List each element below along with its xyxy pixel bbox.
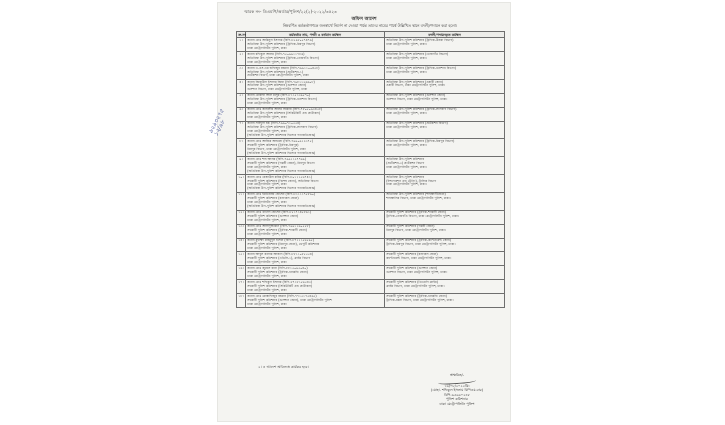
signature-line: ১৬/০৮/২০২২খ্রি:: [444, 383, 470, 388]
table-row: [237, 93, 505, 107]
posting-line: অতিরিক্ত উপ-পুলিশ কমিশনার (ট্রাফিক-লালবাগ বিভাগ): [386, 107, 457, 112]
posting-cell: [385, 238, 505, 252]
officer-line: জনাব মোঃ শফিকুল ইসলাম (বিপি-৮৭১৮১৫৬৫৪২): [247, 279, 313, 284]
posting-cell: [385, 139, 505, 157]
officer-line: জনাব মোঃ জুয়েল রানা (বিপি-৮৮১৫০৯৫০৪০): [247, 265, 308, 270]
officer-line: ঢাকা মেট্রোপলিটন পুলিশ, ঢাকা: [247, 115, 287, 120]
posting-line: অতিরিক্ত উপ-পুলিশ কমিশনার (ওয়ারী জোন): [386, 79, 444, 84]
posting-cell: [385, 175, 505, 193]
serial-cell: ৩।: [237, 66, 246, 80]
transfer-table: [236, 31, 505, 308]
officer-line: জনাব মোঃ আসাদুজ্জামান (বিপি-৭৯৯১১৬০৫৫৮): [247, 224, 310, 229]
posting-line: ট্রাফিক-তেজগাঁও বিভাগ, ঢাকা মেট্রোপলিটন পুলিশ, ঢাকা।: [386, 214, 459, 219]
table-body: [237, 38, 505, 308]
officer-line: (অতিরিক্ত উপ-পুলিশ কমিশনার হিসেবে পদোন্নতিপ্রাপ্ত): [247, 204, 316, 209]
officer-line: জনাব মোঃ ইমতিয়াজ হোসেন (বিপি-৮৩১১১৭৫৮৯০): [247, 192, 316, 197]
serial-cell: ৭।: [237, 121, 246, 139]
serial-cell: ৫।: [237, 93, 246, 107]
table-row: [237, 252, 505, 266]
document-page: [208, 3, 510, 421]
table-row: [237, 107, 505, 121]
officer-line: সহকারী পুলিশ কমিশনার (ট্রাফিক-ধানমন্ডি জোন): [247, 269, 308, 274]
posting-line: ক্রাইম বিভাগ, ঢাকা মেট্রোপলিটন পুলিশ, ঢাকা।: [386, 283, 445, 288]
posting-cell: [385, 38, 505, 52]
posting-cell: [385, 252, 505, 266]
posting-line: ঢাকা মেট্রোপলিটন পুলিশ, ঢাকা।: [386, 125, 427, 130]
posting-line: অতিরিক্ত উপ-পুলিশ কমিশনার (শাহআলীজোন): [386, 192, 446, 197]
signature-line: পুলিশ কমিশনার: [446, 397, 468, 402]
serial-cell: ১৩।: [237, 224, 246, 238]
officer-line: সহকারী পুলিশ কমিশনার (ট্রাফিক-শ্যামলী জোন): [247, 228, 307, 233]
serial-cell: ৪।: [237, 79, 246, 93]
posting-line: সহকারী পুলিশ কমিশনার (ট্রাফিক-ক্যান্টনমেন্ট জোন): [386, 238, 452, 243]
header-posting: বদলী/পদায়নকৃত কর্মস্থল: [385, 32, 505, 38]
table-row: [237, 52, 505, 66]
posting-cell: [385, 121, 505, 139]
signature-line: ঢাকা মেট্রোপলিটন পুলিশ: [439, 401, 475, 406]
officer-line: জনাব মোঃ মোস্তাফিজুর রহমান (বিপি-৭৭১৫১৭৫৪৬৫): [247, 293, 317, 298]
officer-line: অতিরিক্ত উপ-পুলিশ কমিশনার (ট্রাফিক-মিরপুর বিভাগ): [247, 41, 316, 46]
serial-cell: ১৮।: [237, 294, 246, 308]
officer-line: জনাব মোঃ খালেদ হোসেন (বিপি-৮৫১৭১৪৫৮৬১): [247, 210, 312, 215]
officer-line: ঢাকা মেট্রোপলিটন পুলিশ, ঢাকা: [247, 129, 287, 134]
officer-line: সহকারী পুলিশ কমিশনার (কাফরুল জোন): [247, 196, 299, 201]
officer-line: অতিরিক্ত উপ-পুলিশ কমিশনার (সিকিউরিটি এন্ড প্রটোকল): [247, 111, 320, 116]
posting-line: অতিরিক্ত উপ-পুলিশ কমিশনার (প্রটেকশন বিভাগ): [386, 121, 448, 126]
posting-line: গুলশান বিভাগ, ঢাকা মেট্রোপলিটন পুলিশ, ঢাকা।: [386, 269, 448, 274]
officer-line: জনাব মোঃ শাহ আলম (বিপি-৭৯৯১১২৭৭৬৯): [247, 156, 307, 161]
memo-reference: স্মারক নং- ডিএমপি/অর্ডার/পুলিশ/২২(২)-২০২২/৩৫২৩: [244, 9, 337, 14]
officer-cell: [246, 210, 385, 224]
posting-line: অতিরিক্ত উপ-পুলিশ কমিশনার (তেজগাঁও বিভাগ): [386, 51, 449, 56]
officer-cell: [246, 79, 385, 93]
officer-line: জনাব মোঃ জাহাঙ্গীর আলম সরকার (বিপি-৭৮০৫০৯৩৪৫৮): [247, 107, 323, 112]
posting-line: অতিরিক্ত উপ-পুলিশ কমিশনার (ট্রাফিক-মিরপুর বিভাগ): [386, 139, 455, 144]
effective-note: ২। এ আদেশ অবিলম্বে কার্যকর হবে।: [258, 365, 309, 369]
officer-line: মিরপুর বিভাগ, ঢাকা মেট্রোপলিটন পুলিশ, ঢাকা: [247, 146, 306, 151]
table-row: [237, 66, 505, 80]
posting-line: সহকারী পুলিশ কমিশনার (ট্রাফিক-শ্যামলী জোন): [386, 210, 446, 215]
officer-line: অতিরিক্ত উপ-পুলিশ কমিশনার (গুলশান জোন): [247, 83, 307, 88]
posting-line: অতিরিক্ত উপ-পুলিশ কমিশনার (গুলশান জোন): [386, 93, 446, 98]
serial-cell: ১৬।: [237, 266, 246, 280]
officer-line: সহকারী পুলিশ কমিশনার (ট্রাফিক-মিরপুর): [247, 142, 299, 147]
posting-line: ক্যান্টনমেন্ট বিভাগ, ঢাকা মেট্রোপলিটন পুলিশ, ঢাকা।: [386, 255, 452, 260]
posting-line: ঢাকা মেট্রোপলিটন পুলিশ, ঢাকা।: [386, 41, 427, 46]
officer-cell: [246, 107, 385, 121]
officer-line: জনাব মোঃ আজিম আহমেদ (বিপি-৭৯৯০৯১২৩৭৫): [247, 139, 313, 144]
posting-cell: [385, 66, 505, 80]
officer-line: ঢাকা মেট্রোপলিটন পুলিশ, ঢাকা: [247, 287, 287, 292]
posting-line: অতিরিক্ত উপ-পুলিশ কমিশনার: [386, 174, 425, 179]
officer-cell: [246, 280, 385, 294]
table-row: [237, 38, 505, 52]
officer-line: সহকারী পুলিশ কমিশনার (এডিসি-১), ক্রাইম বিভাগ: [247, 255, 311, 260]
serial-cell: ১১।: [237, 192, 246, 210]
posting-cell: [385, 93, 505, 107]
officer-line: গুলশান বিভাগ, ঢাকা মেট্রোপলিটন পুলিশ, ঢাকা: [247, 87, 308, 92]
posting-cell: [385, 280, 505, 294]
handwritten-mark-text: ৯২৯৩২৭৫ ১২/৯৮: [208, 108, 227, 138]
posting-line: সহকারী পুলিশ কমিশনার (পল্লবী জোন): [386, 224, 435, 229]
officer-line: জনাব জিয়াউল ইসলাম জিয়া (বিপি-৭৯৮১১২৬৬০৮): [247, 79, 315, 84]
officer-line: সহকারী পুলিশ কমিশনার (মিরপুর জোন), ডেপুটি কমিশনার: [247, 242, 320, 246]
officer-cell: [246, 192, 385, 210]
officer-cell: [246, 238, 385, 252]
officer-line: জনাব সাইফুল হক (বিপি-৭৯৯০৭১০৫৫৪): [247, 121, 301, 126]
header-serial: ক্র.নং: [238, 32, 246, 37]
table-row: [237, 280, 505, 294]
officer-line: সহকারী পুলিশ কমিশনার (গুলশান জোন): [247, 214, 299, 219]
officer-cell: [246, 294, 385, 308]
posting-line: ঢাকা মেট্রোপলিটন পুলিশ, ঢাকা।: [386, 142, 427, 147]
posting-line: ওয়ারী বিভাগ, ঢাকা মেট্রোপলিটন পুলিশ, ঢাকা।: [386, 83, 446, 88]
posting-line: শাহআলিম বিভাগ, ঢাকা মেট্রোপলিটন পুলিশ, ঢাকা।: [386, 196, 451, 201]
table-row: [237, 266, 505, 280]
officer-cell: [246, 252, 385, 266]
officer-line: সহকারী পুলিশ কমিশনার (বিশেষ জোন), অতিরিক্ত বিভাগ: [247, 178, 319, 183]
officer-cell: [246, 139, 385, 157]
officer-cell: [246, 93, 385, 107]
officer-line: অতিরিক্ত উপ-পুলিশ কমিশনার (ট্রাফিক-লালবাগ বিভাগ): [247, 125, 318, 130]
table-row: [237, 121, 505, 139]
posting-line: মিরপুর বিভাগ, ঢাকা মেট্রোপলিটন পুলিশ, ঢাকা।: [386, 228, 446, 233]
office-order-heading: অফিস আদেশ: [351, 17, 377, 22]
officer-cell: [246, 66, 385, 80]
signature-line: স্বাক্ষরিত/-: [450, 373, 464, 377]
serial-cell: ৮।: [237, 139, 246, 157]
officer-line: ঢাকা মেট্রোপলিটন পুলিশ, ঢাকা: [247, 101, 287, 106]
table-row: [237, 294, 505, 308]
serial-cell: ১০।: [237, 175, 246, 193]
posting-line: ঢাকা মেট্রোপলিটন পুলিশ, ঢাকা।: [386, 111, 427, 116]
officer-line: সহকারী পুলিশ কমিশনার (সিকিউরিটি এন্ড প্রটোকল): [247, 283, 313, 288]
table-row: [237, 224, 505, 238]
officer-line: অতিরিক্ত উপ-পুলিশ কমিশনার (প্রটেকশন-১): [247, 69, 303, 74]
posting-line: ঢাকা মেট্রোপলিটন পুলিশ, ঢাকা।: [386, 164, 427, 169]
officer-line: জনাব আবুল কালাম আজাদ (বিপি-৮৮১১০৮৫৫৫৪): [247, 252, 314, 256]
posting-line: ট্রাফিক-রমনা বিভাগ, ঢাকা মেট্রোপলিটন পুলিশ, ঢাকা।: [386, 297, 454, 302]
serial-cell: ১৭।: [237, 280, 246, 294]
officer-cell: [246, 52, 385, 66]
posting-line: সহকারী পুলিশ কমিশনার (ডিএমপি ক্রাইম): [386, 279, 438, 284]
officer-line: (অতিরিক্ত উপ-পুলিশ কমিশনার হিসেবে পদোন্নতিপ্রাপ্ত): [247, 132, 316, 137]
officer-line: (অতিরিক্ত উপ-পুলিশ কমিশনার হিসেবে পদোন্নতিপ্রাপ্ত): [247, 150, 316, 155]
officer-cell: [246, 38, 385, 52]
serial-cell: ১৫।: [237, 252, 246, 266]
table-row: [237, 79, 505, 93]
officer-line: ঢাকা মেট্রোপলিটন পুলিশ, ঢাকা: [247, 245, 287, 250]
officer-line: ঢাকা মেট্রোপলিটন পুলিশ, ঢাকা: [247, 259, 287, 264]
officer-cell: [246, 121, 385, 139]
signature-block: [414, 373, 500, 407]
posting-line: গুলশান বিভাগ, ঢাকা মেট্রোপলিটন পুলিশ, ঢাকা।: [386, 97, 448, 102]
officer-line: ঢাকা মেট্রোপলিটন পুলিশ, ঢাকা: [247, 45, 287, 50]
officer-line: ঢাকা মেট্রোপলিটন পুলিশ, ঢাকা: [247, 182, 287, 187]
officer-line: জনাব মোঃ রেজাউল করিম (বিপি-৮০১১১৫৬৭৪১): [247, 174, 312, 179]
officer-line: ঢাকা মেট্রোপলিটন পুলিশ, ঢাকা: [247, 200, 287, 205]
officer-cell: [246, 266, 385, 280]
table-row: [237, 139, 505, 157]
officer-line: ঢাকা মেট্রোপলিটন পুলিশ, ঢাকা: [247, 164, 287, 169]
officer-cell: [246, 175, 385, 193]
officer-line: জনাব মুহাম্মদ মাহমুদুল হাসান (বিপি-৮৭১১১৫৬৫৯৫): [247, 238, 315, 243]
officer-cell: [246, 157, 385, 175]
serial-cell: ৯।: [237, 157, 246, 175]
table-row: [237, 238, 505, 252]
officer-line: ঢাকা মেট্রোপলিটন পুলিশ, ঢাকা: [247, 301, 287, 306]
serial-cell: ২।: [237, 52, 246, 66]
table-row: [237, 210, 505, 224]
signature-line: (মোহা. শফিকুল ইসলাম বিপিএম-বার): [431, 388, 483, 393]
officer-line: (অতিরিক্ত উপ-পুলিশ কমিশনার হিসেবে পদোন্নতিপ্রাপ্ত): [247, 168, 316, 173]
posting-cell: [385, 79, 505, 93]
table-row: [237, 175, 505, 193]
posting-line: অতিরিক্ত উপ-পুলিশ কমিশনার (ট্রাফিক-উত্তরা বিভাগ): [386, 37, 454, 42]
posting-line: ঢাকা মেট্রোপলিটন পুলিশ, ঢাকা।: [386, 182, 427, 187]
posting-line: সহকারী পুলিশ কমিশনার (ট্রাফিক-ধানমন্ডি জোন): [386, 293, 447, 298]
posting-cell: [385, 266, 505, 280]
posting-line: সহকারী পুলিশ কমিশনার (গুলশান জোন): [386, 265, 438, 270]
posting-cell: [385, 107, 505, 121]
posting-line: ট্রাফিক-মিরপুর বিভাগ, ঢাকা মেট্রোপলিটন পুলিশ, ঢাকা।: [386, 242, 456, 246]
officer-line: ঢাকা মেট্রোপলিটন পুলিশ, ঢাকা: [247, 232, 287, 236]
officer-line: ঢাকা মেট্রোপলিটন পুলিশ, ঢাকা: [247, 218, 287, 223]
header-officer: কর্মকর্তার নাম, পদবী ও বর্তমান কর্মস্থল: [246, 32, 385, 38]
officer-line: সহকারী পুলিশ কমিশনার (পল্লবী জোন), মিরপুর বিভাগ: [247, 160, 315, 165]
officer-line: ঢাকা মেট্রোপলিটন পুলিশ, ঢাকা: [247, 59, 287, 64]
serial-cell: ৬।: [237, 107, 246, 121]
officer-cell: [246, 224, 385, 238]
posting-line: ঢাকা মেট্রোপলিটন পুলিশ, ঢাকা।: [386, 55, 427, 60]
officer-line: অতিরিক্ত উপ-পুলিশ কমিশনার (ট্রাফিক-তেজগাঁও বিভাগ): [247, 55, 319, 60]
serial-cell: ১২।: [237, 210, 246, 224]
posting-cell: [385, 294, 505, 308]
serial-cell: ১।: [237, 38, 246, 52]
posting-cell: [385, 192, 505, 210]
posting-cell: [385, 52, 505, 66]
order-subject: নিম্নবর্ণিত কর্মকর্তাগণকে জনস্বার্থে নির্দেশ না দেওয়া পর্যন্ত তাদের নামের পার্শ্বে উল্লিখিত স্থানে বদলী/পদায়ন করা হলো।: [282, 23, 458, 28]
posting-cell: [385, 210, 505, 224]
officer-line: জনাব রফিকুল আলম (বিপি-৭৫০৯৯১১৭৮৬): [247, 51, 305, 56]
posting-line: ঢাকা মেট্রোপলিটন পুলিশ, ঢাকা।: [386, 69, 427, 74]
table-row: [237, 192, 505, 210]
posting-line: (প্রটেকশন-২) প্রটেকশন বিভাগ: [386, 160, 425, 165]
posting-line: অতিরিক্ত উপ-পুলিশ কমিশনার: [386, 156, 425, 161]
posting-line: অতিরিক্ত উপ-পুলিশ কমিশনার (ট্রাফিক-গুলশান বিভাগ): [386, 65, 456, 70]
officer-line: সহকারী পুলিশ কমিশনার (গুলশান জোন), ঢাকা মেট্রোপলিটন পুলিশ: [247, 297, 332, 302]
table-row: [237, 157, 505, 175]
officer-line: অতিরিক্ত উপ-পুলিশ কমিশনার (ট্রাফিক-গুলশান বিভাগ): [247, 97, 317, 102]
signature-line: বিপি-৬৫৯৬০২৪৮: [444, 392, 470, 397]
posting-line: (ইন্সপেকশন এন্ড ট্রেনিং), ট্রাফিক বিভাগ: [386, 178, 437, 183]
posting-line: সহকারী পুলিশ কমিশনার (কাফরুল জোন): [386, 252, 438, 256]
posting-cell: [385, 224, 505, 238]
serial-cell: ১৪।: [237, 238, 246, 252]
posting-cell: [385, 157, 505, 175]
officer-line: জনাব মোঃ আমিনুল ইসলাম (বিপি-৮৫৯৮০৫৭৪৭৬): [247, 37, 314, 42]
officer-line: প্রটেকশন বিভাগ, ঢাকা মেট্রোপলিটন পুলিশ, ঢাকা: [247, 73, 309, 78]
officer-line: জনাব মোস্তফা আল মাসুম (বিপি-৮১১৫১৩৯৫৭০): [247, 93, 311, 98]
officer-line: (অতিরিক্ত উপ-পুলিশ কমিশনার হিসেবে পদোন্নতিপ্রাপ্ত): [247, 186, 316, 191]
officer-line: ঢাকা মেট্রোপলিটন পুলিশ, ঢাকা: [247, 273, 287, 278]
officer-line: জনাব এ.এস.এম হাফিজুর রহমান (বিপি-৭৯৯১১০০৪৫৮): [247, 65, 320, 70]
